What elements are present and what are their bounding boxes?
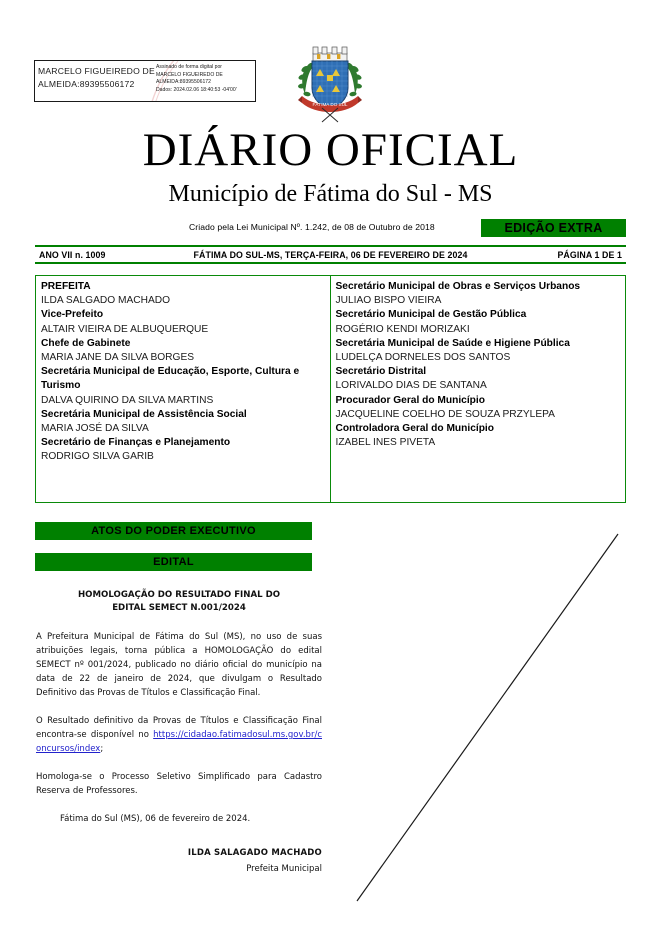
official-role: Controladora Geral do Município <box>335 423 494 435</box>
signature-detail-line-2: MARCELO FIGUEIREDO DE <box>156 71 223 78</box>
official-name: ILDA SALGADO MACHADO <box>41 295 171 307</box>
article-headline <box>36 589 322 615</box>
signature-detail-line-4: Dados: 2024.02.06 18:40:53 -04'00' <box>156 86 237 93</box>
official-role: Secretária Municipal de Saúde e Higiene Pública <box>335 337 570 349</box>
official-name: MARIA JOSÉ DA SILVA <box>41 423 149 435</box>
page-subtitle: Município de Fátima do Sul - MS <box>168 181 493 207</box>
official-role: Secretário Distrital <box>335 366 427 378</box>
article-paragraph-3: Homologa-se o Processo Seletivo Simplificado para Cadastro Reserva de Professores. <box>36 772 322 796</box>
article-dateline: Fátima do Sul (MS), 06 de fevereiro de 2024. <box>60 814 251 824</box>
official-name: LUDELÇA DORNELES DOS SANTOS <box>335 352 511 364</box>
signature-detail-block <box>154 61 255 101</box>
official-role: Secretária Municipal de Educação, Esporte, Cultura e Turismo <box>41 366 300 392</box>
article-paragraph-2-tail: ; <box>100 744 104 754</box>
official-name: DALVA QUIRINO DA SILVA MARTINS <box>41 394 214 406</box>
article-paragraph-1: A Prefeitura Municipal de Fátima do Sul (MS), no uso de suas atribuições legais, torna pública a HOMOLOGAÇÃO do edital SEMECT nº 001/2024, publicado no diário oficial do município na data de 22 de janeiro de 2024, que divulgam o Resultado Definitivo das Provas de Títulos e Classificação Final. <box>36 632 322 698</box>
signature-detail-line-3: ALMEIDA:89395506172 <box>156 79 211 86</box>
official-name: JACQUELINE COELHO DE SOUZA PRZYLEPA <box>335 408 555 420</box>
signature-name-line-2: ALMEIDA:89395506172 <box>38 79 135 89</box>
official-role: Vice-Prefeito <box>41 309 104 321</box>
article-signer-role: Prefeita Municipal <box>246 864 322 874</box>
official-role: Chefe de Gabinete <box>41 337 131 349</box>
official-role: PREFEITA <box>41 281 91 292</box>
masthead <box>0 124 661 209</box>
issue-city-date: FÁTIMA DO SUL-MS, TERÇA-FEIRA, 06 DE FEVEREIRO DE 2024 <box>193 250 468 260</box>
officials-column-left <box>36 276 331 502</box>
official-name: ALTAIR VIEIRA DE ALBUQUERQUE <box>41 323 209 335</box>
crest-ribbon-text: FÁTIMA DO SUL <box>312 102 348 107</box>
results-link[interactable]: https://cidadao.fatimadosul.ms.gov.br/concursos/index <box>36 730 322 754</box>
signature-name-line-1: MARCELO FIGUEIREDO DE <box>38 66 155 76</box>
signature-name-block <box>35 61 154 101</box>
article-signer-name: ILDA SALAGADO MACHADO <box>187 848 322 858</box>
official-name: LORIVALDO DIAS DE SANTANA <box>335 380 487 392</box>
official-name: JULIAO BISPO VIEIRA <box>335 295 442 307</box>
article-paragraph-2 <box>36 714 322 756</box>
article-headline-line-2: EDITAL SEMECT N.001/2024 <box>112 603 246 613</box>
article-headline-line-1: HOMOLOGAÇÃO DO RESULTADO FINAL DO <box>77 590 281 600</box>
issue-info-bar <box>35 245 626 264</box>
digital-signature-stamp <box>34 60 256 102</box>
issue-year-number: ANO VII n. 1009 <box>39 250 106 260</box>
official-role: Procurador Geral do Município <box>335 394 485 406</box>
officials-table <box>35 275 626 503</box>
official-role: Secretário Municipal de Obras e Serviços Urbanos <box>335 281 581 292</box>
page-title: DIÁRIO OFICIAL <box>142 124 519 176</box>
official-role: Secretário Municipal de Gestão Pública <box>335 309 527 321</box>
page-indicator: PÁGINA 1 DE 1 <box>557 250 622 260</box>
section-banner-edital: EDITAL <box>35 553 312 571</box>
signature-detail-line-1: Assinado de forma digital por <box>156 64 222 70</box>
official-role: Secretário de Finanças e Planejamento <box>41 437 231 449</box>
law-reference-text: Criado pela Lei Municipal Nº. 1.242, de 08 de Outubro de 2018 <box>189 222 435 232</box>
coat-of-arms <box>296 38 364 126</box>
edition-badge: EDIÇÃO EXTRA <box>481 219 626 237</box>
section-banner-atos-do-poder-executivo: ATOS DO PODER EXECUTIVO <box>35 522 312 540</box>
article-paragraph-2-lead: O Resultado definitivo da Provas de Títulos e Classificação Final encontra-se disponível no <box>36 716 322 740</box>
official-name: MARIA JANE DA SILVA BORGES <box>41 352 195 364</box>
coat-of-arms-icon <box>296 38 364 126</box>
article-body <box>36 589 322 876</box>
officials-column-right <box>331 276 626 502</box>
official-name: ROGÉRIO KENDI MORIZAKI <box>335 323 470 335</box>
official-role: Secretária Municipal de Assistência Social <box>41 408 247 420</box>
law-row <box>35 219 626 239</box>
official-name: RODRIGO SILVA GARIB <box>41 451 154 463</box>
official-name: IZABEL INES PIVETA <box>335 437 436 449</box>
